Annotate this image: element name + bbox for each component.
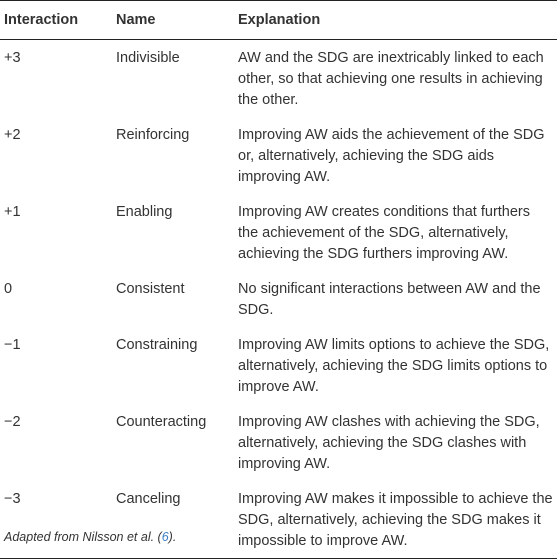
explanation-cell: Improving AW clashes with achieving the SDG, alternatively, achieving the SDG clashes with improving AW. (238, 414, 540, 472)
explanation-cell: Improving AW makes it impossible to achieve the SDG, alternatively, achieving the SDG makes it impossible to improve AW. (236, 481, 557, 559)
header-name: Name (113, 1, 236, 40)
interaction-cell: 0 (4, 281, 13, 297)
table-row (0, 40, 557, 118)
name-cell: Canceling (113, 481, 236, 559)
explanation-cell: No significant interactions between AW and the SDG. (238, 281, 541, 318)
table-body (0, 40, 557, 559)
table-row (0, 481, 557, 559)
name-cell: Constraining (116, 337, 198, 353)
name-cell: Indivisible (116, 50, 180, 66)
explanation-cell: Improving AW creates conditions that furthers the achievement of the SDG, alternatively, achieving the SDG furthers improving AW. (238, 204, 531, 262)
interaction-cell: −1 (4, 337, 21, 353)
interaction-cell: −2 (4, 414, 21, 430)
header-interaction: Interaction (0, 1, 113, 40)
table-row (0, 404, 557, 481)
name-cell: Reinforcing (116, 127, 190, 143)
citation-link[interactable]: 6 (161, 530, 169, 544)
explanation-cell: Improving AW limits options to achieve the SDG, alternatively, achieving the SDG limits options to improve AW. (238, 337, 550, 395)
header-explanation: Explanation (236, 1, 557, 40)
interaction-cell: +3 (4, 50, 21, 66)
interaction-cell: +2 (4, 127, 21, 143)
explanation-cell: AW and the SDG are inextricably linked to each other, so that achieving one results in achieving the other. (238, 50, 544, 108)
table-row (0, 271, 557, 327)
table-footnote (4, 530, 176, 544)
interaction-cell: +1 (4, 204, 21, 220)
table-row (0, 117, 557, 194)
table-row (0, 194, 557, 271)
name-cell: Consistent (116, 281, 185, 297)
explanation-cell: Improving AW aids the achievement of the SDG or, alternatively, achieving the SDG aids improving AW. (238, 127, 545, 185)
interaction-cell: −3 (0, 481, 113, 559)
header-row (0, 1, 557, 40)
footnote-prefix: Adapted from Nilsson et al. ( (4, 530, 162, 544)
footnote-suffix: ). (168, 530, 177, 544)
name-cell: Counteracting (116, 414, 207, 430)
table-header (0, 1, 557, 40)
name-cell: Enabling (116, 204, 173, 220)
table-row (0, 327, 557, 404)
